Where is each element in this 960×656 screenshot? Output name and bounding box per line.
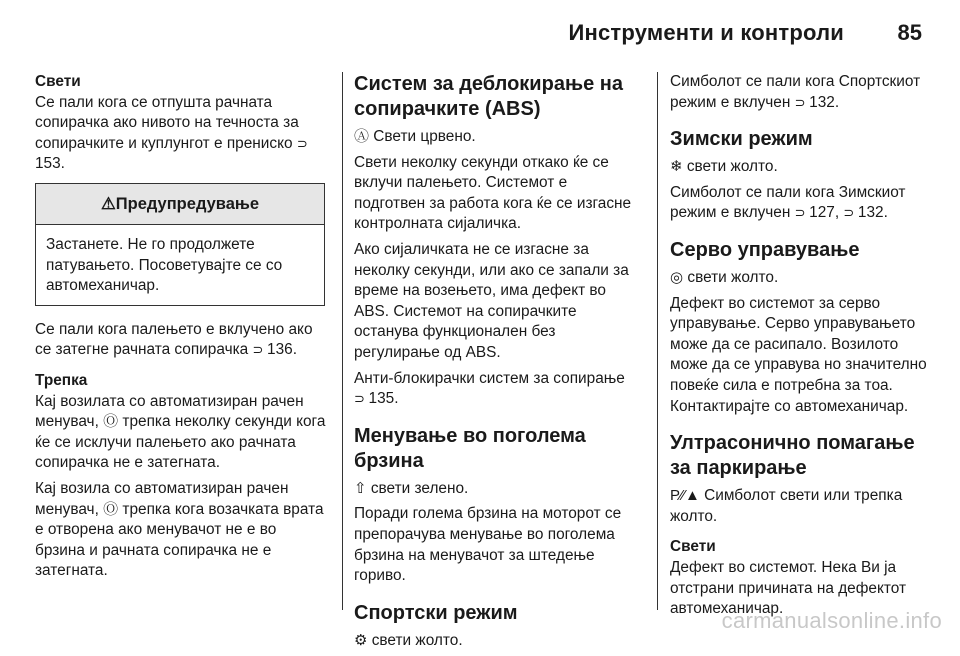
text: свети жолто. xyxy=(367,631,463,649)
paragraph: Дефект во системот. Нека Ви ја отстрани причината на дефектот автомеханичар. xyxy=(670,558,907,618)
paragraph xyxy=(35,93,327,175)
page-ref-arrow-icon: ⊃ xyxy=(794,94,810,110)
text: Кај возила со автоматизиран рачен менувач, xyxy=(35,479,289,518)
heading-lights: Свети xyxy=(670,538,716,556)
text: Се пали кога се отпушта рачната сопирачка ако нивото на течноста за сопирачките и куплунгот е прениско xyxy=(35,93,299,152)
page-ref[interactable]: 132. xyxy=(857,204,888,222)
page-number: 85 xyxy=(897,20,922,45)
page-ref-arrow-icon: ⊃ xyxy=(252,342,268,358)
heading-power-steering: Серво управување xyxy=(670,238,860,261)
page-ref[interactable]: 132. xyxy=(809,93,840,111)
warning-text: Застанете. Не го продолжете патувањето. Посоветувајте се со автомеханичар. xyxy=(46,235,283,295)
section-title: Инструменти и контроли xyxy=(568,20,844,45)
text: Анти-блокирачки систем за сопирање xyxy=(354,369,625,387)
page-ref-arrow-icon: ⊃ xyxy=(296,135,308,151)
paragraph xyxy=(35,479,327,582)
text: свети жолто. xyxy=(682,158,778,176)
heading-gear-shift: Менување во поголема брзина xyxy=(354,424,586,472)
upshift-arrow-icon: ⇧ xyxy=(354,479,367,497)
page-ref[interactable]: 127, xyxy=(809,204,844,222)
paragraph xyxy=(35,320,327,361)
paragraph xyxy=(670,183,932,224)
parking-brake-icon: Ⓞ xyxy=(103,500,119,518)
column-2 xyxy=(354,72,634,656)
heading-sport-mode: Спортски режим xyxy=(354,601,518,624)
heading-flash: Трепка xyxy=(35,371,88,389)
paragraph: Свети неколку секунди откако ќе се вклучи палењето. Системот е подготвен за работа кога ќе се изгасне контролната сијаличка. xyxy=(354,153,632,233)
page-ref-arrow-icon: ⊃ xyxy=(843,205,858,221)
heading-abs: Систем за деблокирање на сопирачките (ABS) xyxy=(354,73,623,120)
page-ref[interactable]: 135. xyxy=(368,390,399,408)
text: Свети црвено. xyxy=(369,128,476,145)
paragraph xyxy=(35,392,327,474)
warning-title: Предупредување xyxy=(115,194,260,213)
paragraph xyxy=(354,631,634,652)
text: трепка кога возачката врата е отворена ако менувачот не е во брзина и рачната сопирачка не е затегната. xyxy=(35,500,324,580)
text: Симболот се пали кога Зимскиот режим е вклучен xyxy=(670,183,906,222)
page-ref[interactable]: 136. xyxy=(267,341,297,359)
page-ref-arrow-icon: ⊃ xyxy=(354,391,369,407)
warning-box xyxy=(35,183,325,306)
paragraph: Дефект во системот за серво управување. Серво управувањето може да се расипало. Возилото може да се управува но значително повеќе сила е потребна за тоа. Контактирајте со автомеханичар. xyxy=(670,294,927,415)
text: Се пали кога палењето е вклучено ако се затегне рачната сопирачка xyxy=(35,320,313,359)
paragraph xyxy=(670,486,932,527)
text: свети зелено. xyxy=(366,479,469,497)
text: свети жолто. xyxy=(683,268,779,286)
warning-body xyxy=(36,225,324,305)
paragraph: Ако сијаличката не се изгасне за неколку секунди, или ако се запали за време на возењето, има дефект во ABS. Системот на сопирачките останува функционален без регулирање од ABS. xyxy=(354,240,629,361)
heading-winter-mode: Зимски режим xyxy=(670,128,813,151)
page-header xyxy=(0,0,960,62)
column-divider xyxy=(657,72,658,610)
parking-assist-icon: P⁄⁄▲ xyxy=(670,487,700,505)
text: Кај возилата со автоматизиран рачен менувач, xyxy=(35,392,304,431)
text: Симболот свети или трепка жолто. xyxy=(670,487,903,525)
paragraph xyxy=(670,268,932,289)
snowflake-icon: ❄ xyxy=(670,158,683,176)
heading-lights: Свети xyxy=(35,73,81,90)
sport-mode-icon: ⚙ xyxy=(354,631,368,649)
column-3 xyxy=(670,72,932,625)
column-1 xyxy=(35,72,327,587)
warning-triangle-icon: ⚠ xyxy=(100,194,116,213)
column-divider xyxy=(342,72,343,610)
paragraph xyxy=(354,369,634,410)
parking-brake-icon: Ⓞ xyxy=(103,413,119,431)
watermark: carmanualsonline.info xyxy=(721,608,942,633)
warning-header xyxy=(36,184,324,225)
page-ref-arrow-icon: ⊃ xyxy=(794,205,810,221)
abs-icon: Ⓐ xyxy=(354,128,370,145)
paragraph xyxy=(670,72,932,113)
heading-parking-assist: Ултрасонично помагање за паркирање xyxy=(670,432,915,480)
paragraph xyxy=(670,157,932,178)
steering-wheel-icon: ◎ xyxy=(670,268,684,286)
paragraph xyxy=(354,479,634,500)
page-ref[interactable]: 153. xyxy=(35,155,65,173)
text: трепка неколку секунди кога ќе се исклучи палењето ако рачната сопирачка не е затегната. xyxy=(35,413,326,472)
paragraph: Поради голема брзина на моторот се препорачува менување во поголема брзина на менувачот за штедење гориво. xyxy=(354,505,622,585)
paragraph xyxy=(354,127,634,148)
text: Симболот се пали кога Спортскиот режим е вклучен xyxy=(670,73,921,111)
